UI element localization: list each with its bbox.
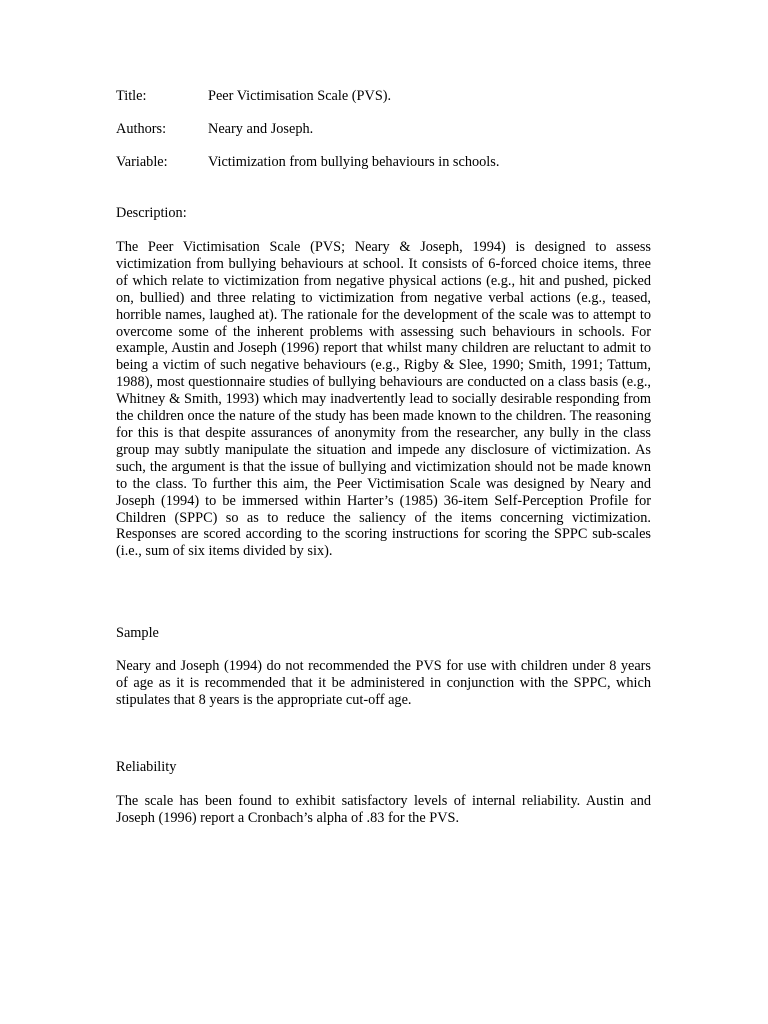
reliability-paragraph: The scale has been found to exhibit satisfactory levels of internal reliability. Austin and Joseph (1996) report a Cronbach’s alpha of .83 for the PVS. — [116, 793, 651, 826]
description-heading: Description: — [116, 205, 187, 221]
authors-label: Authors: — [116, 121, 167, 137]
variable-value: Victimization from bullying behaviours in schools. — [208, 154, 500, 170]
variable-label: Variable: — [116, 154, 168, 170]
reliability-heading: Reliability — [116, 759, 177, 775]
sample-heading: Sample — [116, 625, 159, 641]
title-row — [116, 88, 656, 105]
title-value: Peer Victimisation Scale (PVS). — [208, 88, 392, 104]
title-label: Title: — [116, 88, 147, 104]
sample-paragraph: Neary and Joseph (1994) do not recommended the PVS for use with children under 8 years of age as it is recommended that it be administered in conjunction with the SPPC, which stipulates that 8 years is the appropriate cut-off age. — [116, 658, 651, 708]
authors-value: Neary and Joseph. — [208, 121, 314, 137]
variable-row — [116, 154, 656, 171]
authors-row — [116, 121, 656, 138]
description-paragraph: The Peer Victimisation Scale (PVS; Neary & Joseph, 1994) is designed to assess victimization from bullying behaviours at school. It consists of 6-forced choice items, three of which relate to victimization from negative physical actions (e.g., hit and pushed, picked on, bullied) and three relating to victimization from negative verbal actions (e.g., teased, horrible names, laughed at). The rationale for the development of the scale was to attempt to overcome some of the inherent problems with assessing such behaviours in schools. For example, Austin and Joseph (1996) report that whilst many children are reluctant to admit to being a victim of such negative behaviours (e.g., Rigby & Slee, 1990; Smith, 1991; Tattum, 1988), most questionnaire studies of bullying behaviours are conducted on a class basis (e.g., Whitney & Smith, 1993) which may inadvertently lead to socially desirable responding from the children once the nature of the study has been made known to the children. The reasoning for this is that despite assurances of anonymity from the researcher, any bully in the class group may subtly manipulate the situation and impede any disclosure of victimization. As such, the argument is that the issue of bullying and victimization should not be made known to the class. To further this aim, the Peer Victimisation Scale was designed by Neary and Joseph (1994) to be immersed within Harter’s (1985) 36-item Self-Perception Profile for Children (SPPC) so as to reduce the saliency of the items concerning victimization. Responses are scored according to the scoring instructions for scoring the SPPC sub-scales (i.e., sum of six items divided by six). — [116, 239, 651, 560]
